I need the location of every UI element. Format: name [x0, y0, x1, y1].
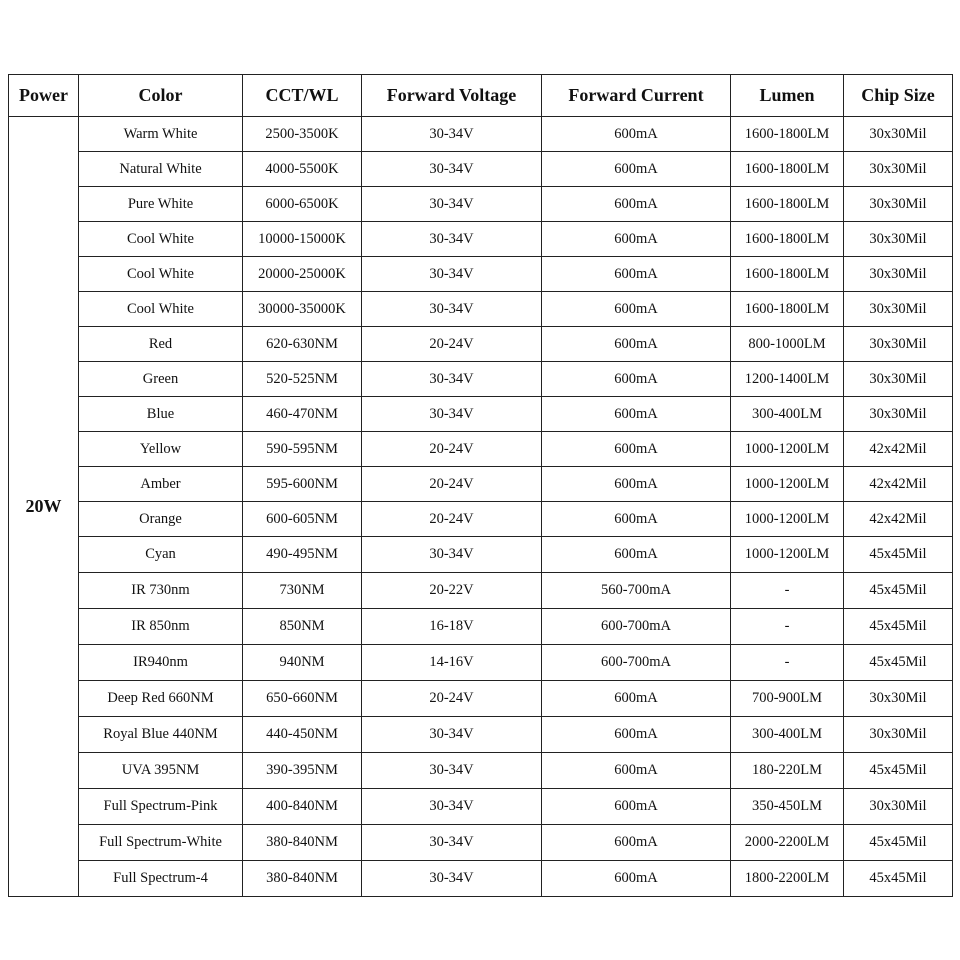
chip-size-cell: 30x30Mil [844, 717, 953, 753]
current-cell: 560-700mA [542, 573, 731, 609]
header-lumen: Lumen [731, 75, 844, 117]
chip-size-cell: 30x30Mil [844, 257, 953, 292]
chip-size-cell: 30x30Mil [844, 187, 953, 222]
color-cell: Yellow [79, 432, 243, 467]
color-cell: Full Spectrum-White [79, 825, 243, 861]
current-cell: 600mA [542, 861, 731, 897]
color-cell: Warm White [79, 117, 243, 152]
header-forward-current: Forward Current [542, 75, 731, 117]
lumen-cell: 1600-1800LM [731, 292, 844, 327]
voltage-cell: 30-34V [362, 292, 542, 327]
current-cell: 600-700mA [542, 645, 731, 681]
cct-cell: 460-470NM [243, 397, 362, 432]
voltage-cell: 30-34V [362, 187, 542, 222]
voltage-cell: 30-34V [362, 397, 542, 432]
current-cell: 600mA [542, 362, 731, 397]
cct-cell: 600-605NM [243, 502, 362, 537]
color-cell: Pure White [79, 187, 243, 222]
color-cell: UVA 395NM [79, 753, 243, 789]
table-row [9, 257, 953, 292]
voltage-cell: 30-34V [362, 789, 542, 825]
current-cell: 600mA [542, 502, 731, 537]
led-spec-table [8, 74, 953, 897]
lumen-cell: 1600-1800LM [731, 117, 844, 152]
chip-size-cell: 45x45Mil [844, 645, 953, 681]
header-color: Color [79, 75, 243, 117]
table-row [9, 717, 953, 753]
cct-cell: 650-660NM [243, 681, 362, 717]
current-cell: 600mA [542, 327, 731, 362]
voltage-cell: 30-34V [362, 861, 542, 897]
cct-cell: 380-840NM [243, 861, 362, 897]
color-cell: Cool White [79, 222, 243, 257]
table-row [9, 327, 953, 362]
current-cell: 600mA [542, 717, 731, 753]
header-row [9, 75, 953, 117]
table-row [9, 222, 953, 257]
cct-cell: 20000-25000K [243, 257, 362, 292]
voltage-cell: 20-24V [362, 502, 542, 537]
chip-size-cell: 45x45Mil [844, 609, 953, 645]
lumen-cell: - [731, 645, 844, 681]
table-row [9, 467, 953, 502]
current-cell: 600-700mA [542, 609, 731, 645]
color-cell: Royal Blue 440NM [79, 717, 243, 753]
current-cell: 600mA [542, 117, 731, 152]
lumen-cell: 1000-1200LM [731, 467, 844, 502]
voltage-cell: 30-34V [362, 117, 542, 152]
color-cell: Full Spectrum-Pink [79, 789, 243, 825]
voltage-cell: 30-34V [362, 222, 542, 257]
cct-cell: 30000-35000K [243, 292, 362, 327]
cct-cell: 850NM [243, 609, 362, 645]
chip-size-cell: 30x30Mil [844, 152, 953, 187]
cct-cell: 6000-6500K [243, 187, 362, 222]
cct-cell: 400-840NM [243, 789, 362, 825]
current-cell: 600mA [542, 152, 731, 187]
header-chip-size: Chip Size [844, 75, 953, 117]
current-cell: 600mA [542, 789, 731, 825]
lumen-cell: 1000-1200LM [731, 537, 844, 573]
chip-size-cell: 30x30Mil [844, 789, 953, 825]
cct-cell: 730NM [243, 573, 362, 609]
color-cell: Blue [79, 397, 243, 432]
table-row [9, 292, 953, 327]
table-row [9, 681, 953, 717]
table-row [9, 117, 953, 152]
power-cell: 20W [9, 117, 79, 897]
cct-cell: 595-600NM [243, 467, 362, 502]
lumen-cell: 1600-1800LM [731, 222, 844, 257]
table-row [9, 537, 953, 573]
cct-cell: 390-395NM [243, 753, 362, 789]
voltage-cell: 20-22V [362, 573, 542, 609]
chip-size-cell: 30x30Mil [844, 681, 953, 717]
lumen-cell: - [731, 573, 844, 609]
header-power: Power [9, 75, 79, 117]
color-cell: Cool White [79, 292, 243, 327]
color-cell: IR 730nm [79, 573, 243, 609]
lumen-cell: 300-400LM [731, 397, 844, 432]
chip-size-cell: 30x30Mil [844, 397, 953, 432]
lumen-cell: 300-400LM [731, 717, 844, 753]
current-cell: 600mA [542, 681, 731, 717]
lumen-cell: 350-450LM [731, 789, 844, 825]
table-row [9, 645, 953, 681]
chip-size-cell: 45x45Mil [844, 861, 953, 897]
lumen-cell: 700-900LM [731, 681, 844, 717]
table-row [9, 502, 953, 537]
cct-cell: 440-450NM [243, 717, 362, 753]
current-cell: 600mA [542, 825, 731, 861]
header-cct-wl: CCT/WL [243, 75, 362, 117]
voltage-cell: 20-24V [362, 681, 542, 717]
table-row [9, 432, 953, 467]
voltage-cell: 30-34V [362, 825, 542, 861]
table-row [9, 753, 953, 789]
color-cell: IR940nm [79, 645, 243, 681]
lumen-cell: 1600-1800LM [731, 187, 844, 222]
current-cell: 600mA [542, 222, 731, 257]
color-cell: IR 850nm [79, 609, 243, 645]
current-cell: 600mA [542, 537, 731, 573]
table-body [9, 117, 953, 897]
cct-cell: 490-495NM [243, 537, 362, 573]
cct-cell: 620-630NM [243, 327, 362, 362]
lumen-cell: 800-1000LM [731, 327, 844, 362]
color-cell: Green [79, 362, 243, 397]
chip-size-cell: 30x30Mil [844, 117, 953, 152]
current-cell: 600mA [542, 187, 731, 222]
voltage-cell: 20-24V [362, 432, 542, 467]
lumen-cell: 1000-1200LM [731, 432, 844, 467]
lumen-cell: - [731, 609, 844, 645]
lumen-cell: 1000-1200LM [731, 502, 844, 537]
header-forward-voltage: Forward Voltage [362, 75, 542, 117]
cct-cell: 520-525NM [243, 362, 362, 397]
cct-cell: 10000-15000K [243, 222, 362, 257]
table-row [9, 861, 953, 897]
lumen-cell: 180-220LM [731, 753, 844, 789]
color-cell: Deep Red 660NM [79, 681, 243, 717]
voltage-cell: 30-34V [362, 257, 542, 292]
lumen-cell: 1600-1800LM [731, 152, 844, 187]
color-cell: Amber [79, 467, 243, 502]
voltage-cell: 14-16V [362, 645, 542, 681]
table-row [9, 609, 953, 645]
chip-size-cell: 30x30Mil [844, 362, 953, 397]
cct-cell: 2500-3500K [243, 117, 362, 152]
color-cell: Orange [79, 502, 243, 537]
current-cell: 600mA [542, 257, 731, 292]
voltage-cell: 30-34V [362, 362, 542, 397]
current-cell: 600mA [542, 397, 731, 432]
table-row [9, 187, 953, 222]
chip-size-cell: 45x45Mil [844, 573, 953, 609]
color-cell: Natural White [79, 152, 243, 187]
voltage-cell: 30-34V [362, 537, 542, 573]
chip-size-cell: 30x30Mil [844, 327, 953, 362]
current-cell: 600mA [542, 292, 731, 327]
chip-size-cell: 42x42Mil [844, 432, 953, 467]
lumen-cell: 1800-2200LM [731, 861, 844, 897]
chip-size-cell: 45x45Mil [844, 825, 953, 861]
cct-cell: 380-840NM [243, 825, 362, 861]
cct-cell: 590-595NM [243, 432, 362, 467]
chip-size-cell: 42x42Mil [844, 502, 953, 537]
lumen-cell: 1200-1400LM [731, 362, 844, 397]
chip-size-cell: 30x30Mil [844, 292, 953, 327]
chip-size-cell: 45x45Mil [844, 753, 953, 789]
color-cell: Full Spectrum-4 [79, 861, 243, 897]
chip-size-cell: 42x42Mil [844, 467, 953, 502]
voltage-cell: 30-34V [362, 717, 542, 753]
table-row [9, 362, 953, 397]
table-row [9, 152, 953, 187]
lumen-cell: 2000-2200LM [731, 825, 844, 861]
color-cell: Cyan [79, 537, 243, 573]
table-row [9, 573, 953, 609]
voltage-cell: 30-34V [362, 753, 542, 789]
voltage-cell: 30-34V [362, 152, 542, 187]
table-row [9, 789, 953, 825]
voltage-cell: 20-24V [362, 467, 542, 502]
current-cell: 600mA [542, 467, 731, 502]
voltage-cell: 20-24V [362, 327, 542, 362]
table-row [9, 825, 953, 861]
table-row [9, 397, 953, 432]
voltage-cell: 16-18V [362, 609, 542, 645]
current-cell: 600mA [542, 753, 731, 789]
cct-cell: 4000-5500K [243, 152, 362, 187]
color-cell: Cool White [79, 257, 243, 292]
color-cell: Red [79, 327, 243, 362]
chip-size-cell: 45x45Mil [844, 537, 953, 573]
lumen-cell: 1600-1800LM [731, 257, 844, 292]
cct-cell: 940NM [243, 645, 362, 681]
current-cell: 600mA [542, 432, 731, 467]
chip-size-cell: 30x30Mil [844, 222, 953, 257]
